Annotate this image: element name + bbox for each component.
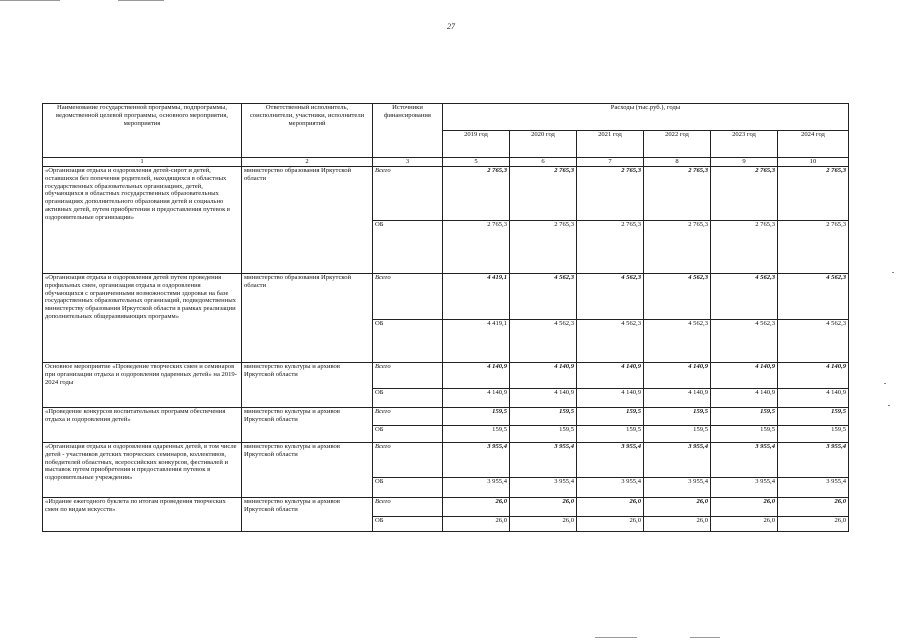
source-total-label: Всего: [373, 443, 443, 478]
header-expenses: Расходы (тыс.руб.), годы: [443, 104, 849, 131]
header-name: Наименование государственной программы, подпрограммы, ведомственной целевой программы, основного мероприятия, мероприятия: [43, 104, 242, 158]
source-total-label: Всего: [373, 274, 443, 320]
total-value: 2 765,3: [510, 167, 577, 221]
ob-value: 2 765,3: [510, 221, 577, 274]
column-number: 5: [443, 158, 510, 167]
ob-value: 26,0: [510, 517, 577, 532]
scan-artifact-bottom: [595, 637, 637, 638]
column-number: 10: [778, 158, 849, 167]
ob-value: 26,0: [577, 517, 644, 532]
total-value: 4 140,9: [644, 363, 711, 389]
source-ob-label: ОБ: [373, 426, 443, 443]
column-number: 6: [510, 158, 577, 167]
measure-name: Основное мероприятие «Проведение творческих смен и семинаров при организации отдыха и оздоровления одаренных детей» на 2019-2024 годы: [43, 363, 242, 408]
table-row-total: [43, 274, 849, 320]
measure-name: «Организация отдыха и оздоровления детей путем проведения профильных смен, организация отдыха и оздоровления обучающихся с ограниченными возможностями здоровья на базе государственных образовательных организаций, подведомственных министерству образования Иркутской области в рамках реализации дополнительных общеразвивающих программ»: [43, 274, 242, 363]
source-total-label: Всего: [373, 498, 443, 517]
total-value: 4 140,9: [778, 363, 849, 389]
column-number: 8: [644, 158, 711, 167]
measure-name: «Организация отдыха и оздоровления детей-сирот и детей, оставшихся без попечения родителей, находящихся в областных государственных образовательных организациях, детей, обучающихся в областных государственных образовательных организациях дополнительного образования детей и социально активных детей, путем приобретения и предоставления путевок в оздоровительные организации»: [43, 167, 242, 274]
ob-value: 4 140,9: [644, 389, 711, 408]
total-value: 4 419,1: [443, 274, 510, 320]
total-value: 4 140,9: [510, 363, 577, 389]
table-row-total: [43, 408, 849, 426]
header-year: 2020 год: [510, 131, 577, 158]
total-value: 4 562,3: [577, 274, 644, 320]
source-total-label: Всего: [373, 408, 443, 426]
column-number: 9: [711, 158, 778, 167]
executor-name: министерство культуры и архивов Иркутской области: [242, 408, 373, 443]
ob-value: 4 140,9: [711, 389, 778, 408]
ob-value: 26,0: [711, 517, 778, 532]
total-value: 4 562,3: [510, 274, 577, 320]
ob-value: 26,0: [443, 517, 510, 532]
total-value: 4 562,3: [711, 274, 778, 320]
source-ob-label: ОБ: [373, 221, 443, 274]
source-total-label: Всего: [373, 363, 443, 389]
total-value: 26,0: [510, 498, 577, 517]
ob-value: 2 765,3: [711, 221, 778, 274]
total-value: 26,0: [443, 498, 510, 517]
table-row-total: [43, 498, 849, 517]
header-source: Источники финансирования: [373, 104, 443, 158]
source-ob-label: ОБ: [373, 478, 443, 498]
total-value: 4 140,9: [711, 363, 778, 389]
total-value: 159,5: [778, 408, 849, 426]
ob-value: 4 140,9: [510, 389, 577, 408]
ob-value: 2 765,3: [443, 221, 510, 274]
total-value: 4 140,9: [443, 363, 510, 389]
ob-value: 3 955,4: [778, 478, 849, 498]
ob-value: 159,5: [644, 426, 711, 443]
total-value: 4 140,9: [577, 363, 644, 389]
total-value: 3 955,4: [443, 443, 510, 478]
table-row-total: [43, 443, 849, 478]
total-value: 159,5: [644, 408, 711, 426]
executor-name: министерство культуры и архивов Иркутской области: [242, 363, 373, 408]
measure-name: «Издание ежегодного буклета по итогам проведения творческих смен по видам искусств»: [43, 498, 242, 532]
table-row-total: [43, 363, 849, 389]
ob-value: 159,5: [577, 426, 644, 443]
ob-value: 159,5: [778, 426, 849, 443]
source-total-label: Всего: [373, 167, 443, 221]
total-value: 3 955,4: [644, 443, 711, 478]
total-value: 2 765,3: [711, 167, 778, 221]
total-value: 2 765,3: [778, 167, 849, 221]
source-ob-label: ОБ: [373, 517, 443, 532]
header-year: 2019 год: [443, 131, 510, 158]
measure-name: «Проведение конкурсов воспитательных программ обеспечения отдыха и оздоровления детей»: [43, 408, 242, 443]
total-value: 159,5: [510, 408, 577, 426]
ob-value: 3 955,4: [510, 478, 577, 498]
scan-artifact-bottom-2: [690, 637, 720, 638]
total-value: 4 562,3: [778, 274, 849, 320]
column-number: 3: [373, 158, 443, 167]
ob-value: 4 140,9: [443, 389, 510, 408]
total-value: 159,5: [711, 408, 778, 426]
header-year: 2024 год: [778, 131, 849, 158]
ob-value: 4 562,3: [577, 320, 644, 363]
total-value: 3 955,4: [577, 443, 644, 478]
ob-value: 4 562,3: [778, 320, 849, 363]
page-number: 27: [447, 22, 455, 31]
measure-name: «Организация отдыха и оздоровления одаренных детей, в том числе детей - участников детских творческих семинаров, коллективов, победителей областных, всероссийских конкурсов, фестивалей и выставок путем приобретения и предоставления путевок в оздоровительные учреждения»: [43, 443, 242, 498]
total-value: 26,0: [577, 498, 644, 517]
ob-value: 26,0: [644, 517, 711, 532]
ob-value: 4 140,9: [778, 389, 849, 408]
ob-value: 2 765,3: [644, 221, 711, 274]
ob-value: 4 140,9: [577, 389, 644, 408]
ob-value: 3 955,4: [644, 478, 711, 498]
total-value: 26,0: [644, 498, 711, 517]
table-body: [43, 167, 849, 532]
total-value: 2 765,3: [644, 167, 711, 221]
executor-name: министерство образования Иркутской области: [242, 167, 373, 274]
ob-value: 3 955,4: [711, 478, 778, 498]
scan-speck: [888, 405, 890, 406]
total-value: 159,5: [577, 408, 644, 426]
source-ob-label: ОБ: [373, 389, 443, 408]
ob-value: 26,0: [778, 517, 849, 532]
total-value: 2 765,3: [577, 167, 644, 221]
ob-value: 4 419,1: [443, 320, 510, 363]
ob-value: 4 562,3: [711, 320, 778, 363]
total-value: 3 955,4: [711, 443, 778, 478]
source-ob-label: ОБ: [373, 320, 443, 363]
scan-speck: [884, 383, 886, 384]
scan-artifact-top-2: [118, 0, 164, 1]
ob-value: 4 562,3: [644, 320, 711, 363]
header-year: 2022 год: [644, 131, 711, 158]
total-value: 2 765,3: [443, 167, 510, 221]
header-year: 2021 год: [577, 131, 644, 158]
column-number: 2: [242, 158, 373, 167]
total-value: 26,0: [778, 498, 849, 517]
header-year: 2023 год: [711, 131, 778, 158]
ob-value: 3 955,4: [577, 478, 644, 498]
total-value: 26,0: [711, 498, 778, 517]
column-numbers-row: [43, 158, 849, 167]
total-value: 3 955,4: [778, 443, 849, 478]
ob-value: 2 765,3: [577, 221, 644, 274]
executor-name: министерство образования Иркутской области: [242, 274, 373, 363]
executor-name: министерство культуры и архивов Иркутской области: [242, 498, 373, 532]
column-number: 7: [577, 158, 644, 167]
header-executor: Ответственный исполнитель, соисполнители, участники, исполнители мероприятий: [242, 104, 373, 158]
executor-name: министерство культуры и архивов Иркутской области: [242, 443, 373, 498]
column-number: 1: [43, 158, 242, 167]
total-value: 3 955,4: [510, 443, 577, 478]
scan-speck: [892, 272, 894, 273]
ob-value: 159,5: [711, 426, 778, 443]
ob-value: 159,5: [443, 426, 510, 443]
ob-value: 3 955,4: [443, 478, 510, 498]
ob-value: 159,5: [510, 426, 577, 443]
budget-table: [42, 103, 849, 532]
scan-artifact-top: [0, 0, 60, 1]
ob-value: 2 765,3: [778, 221, 849, 274]
total-value: 159,5: [443, 408, 510, 426]
total-value: 4 562,3: [644, 274, 711, 320]
table-row-total: [43, 167, 849, 221]
ob-value: 4 562,3: [510, 320, 577, 363]
